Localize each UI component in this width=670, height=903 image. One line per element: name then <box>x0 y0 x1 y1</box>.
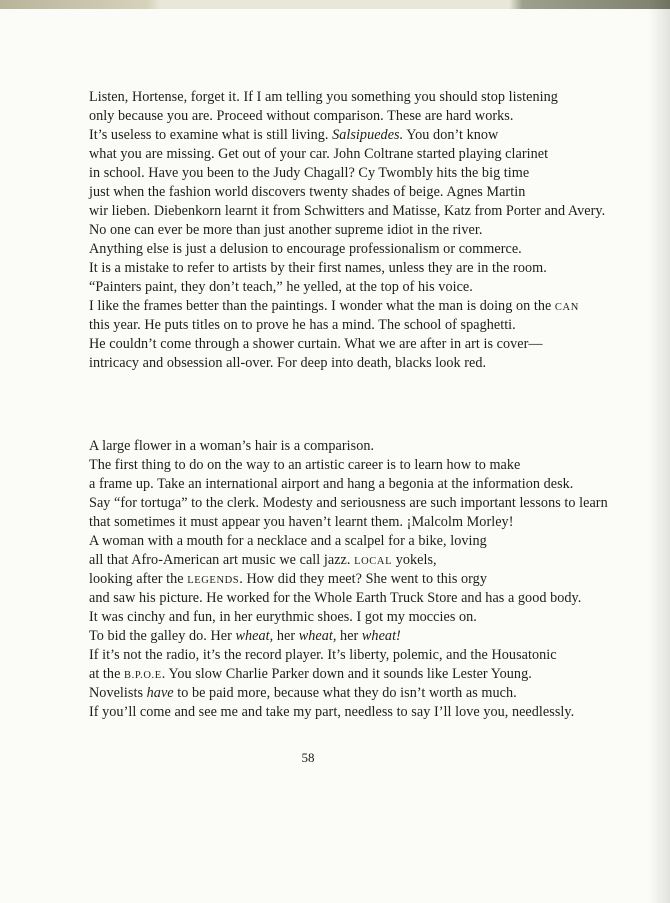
poem-line: this year. He puts titles on to prove he has a mind. The school of spaghetti. <box>89 317 516 333</box>
small-caps-word: CAN <box>554 302 579 313</box>
poem-line: It is a mistake to refer to artists by their first names, unless they are in the room. <box>89 260 547 276</box>
poem-line <box>89 665 639 684</box>
poem-line-text: yokels, <box>392 552 437 568</box>
poem-line: what you are missing. Get out of your car. John Coltrane started playing clarinet <box>89 146 549 162</box>
poem-line-text: You don’t know <box>403 127 499 143</box>
poem-line-text: looking after the <box>89 571 188 587</box>
poem-line: only because you are. Proceed without comparison. These are hard works. <box>89 108 514 124</box>
italic-phrase: wheat, <box>298 628 337 644</box>
page-number: 58 <box>301 750 315 765</box>
poem-line: intricacy and obsession all-over. For deep into death, blacks look red. <box>89 355 487 371</box>
poem-line-text: to be paid more, because what they do isn’t worth as much. <box>173 685 517 701</box>
italic-phrase: Salsipuedes. <box>332 127 404 143</box>
poem-line: Anything else is just a delusion to encourage professionalism or commerce. <box>89 241 522 257</box>
italic-phrase: wheat, <box>235 628 274 644</box>
poem-line: Listen, Hortense, forget it. If I am telling you something you should stop listening <box>89 89 558 105</box>
poem-line <box>89 627 639 646</box>
poem-line: a frame up. Take an international airport and hang a begonia at the information desk. <box>89 476 574 492</box>
poem-line: The first thing to do on the way to an artistic career is to learn how to make <box>89 457 521 473</box>
poem-line: A woman with a mouth for a necklace and a scalpel for a bike, loving <box>89 533 487 549</box>
poem-line-text: . You slow Charlie Parker down and it sounds like Lester Young. <box>161 666 532 682</box>
poem-line: “Painters paint, they don’t teach,” he yelled, at the top of his voice. <box>89 279 473 295</box>
poem-line <box>89 551 639 570</box>
poem-line: Say “for tortuga” to the clerk. Modesty and seriousness are such important lessons to learn <box>89 495 608 511</box>
poem-line-text: . How did they meet? She went to this orgy <box>239 571 487 587</box>
poem-line <box>89 684 639 703</box>
poem-line: He couldn’t come through a shower curtain. What we are after in art is cover— <box>89 336 543 352</box>
poem-line-text: all that Afro-American art music we call jazz. <box>89 552 355 568</box>
poem-line-text: It’s useless to examine what is still living. <box>89 127 333 143</box>
poem-line: and saw his picture. He worked for the Whole Earth Truck Store and has a good body. <box>89 590 582 606</box>
poem-line-text: Novelists <box>89 685 147 701</box>
poem-line: If you’ll come and see me and take my part, needless to say I’ll love you, needlessly. <box>89 704 575 720</box>
poem-line-text: her <box>273 628 299 644</box>
poem-line: If it’s not the radio, it’s the record player. It’s liberty, polemic, and the Housatonic <box>89 647 557 663</box>
poem-line: It was cinchy and fun, in her eurythmic shoes. I got my moccies on. <box>89 609 477 625</box>
poem-line-text: at the <box>89 666 125 682</box>
poem-line: that sometimes it must appear you haven’t learnt them. ¡Malcolm Morley! <box>89 514 514 530</box>
poem-line-text: her <box>336 628 362 644</box>
italic-phrase: have <box>146 685 174 701</box>
poem-line-text: I like the frames better than the paintings. I wonder what the man is doing on the <box>89 298 555 314</box>
poem-line-text: To bid the galley do. Her <box>89 628 236 644</box>
poem-stanza-2 <box>89 437 639 722</box>
poem-line <box>89 570 639 589</box>
small-caps-word: B.P.O.E <box>124 670 162 681</box>
poem-stanza-1 <box>89 88 639 373</box>
poem-line <box>89 297 639 316</box>
poem-line: wir lieben. Diebenkorn learnt it from Schwitters and Matisse, Katz from Porter and Avery. <box>89 203 606 219</box>
poem-line <box>89 126 639 145</box>
small-caps-word: LEGENDS <box>187 575 240 586</box>
small-caps-word: LOCAL <box>354 556 393 567</box>
poem-line: just when the fashion world discovers twenty shades of beige. Agnes Martin <box>89 184 526 200</box>
poem-line: A large flower in a woman’s hair is a comparison. <box>89 438 375 454</box>
poem-line: No one can ever be more than just another supreme idiot in the river. <box>89 222 483 238</box>
italic-phrase: wheat! <box>361 628 401 644</box>
poem-line: in school. Have you been to the Judy Chagall? Cy Twombly hits the big time <box>89 165 530 181</box>
